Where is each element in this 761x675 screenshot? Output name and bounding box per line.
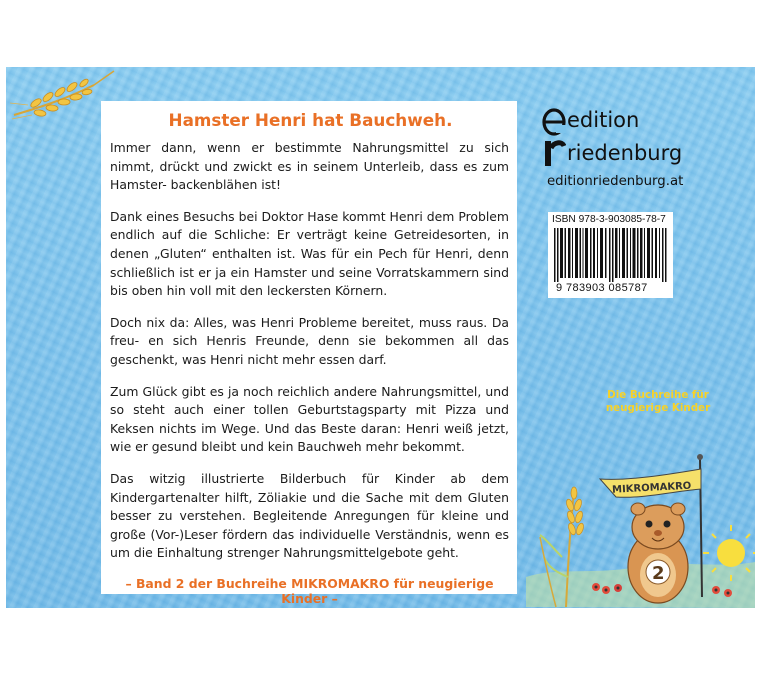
series-tag-line2: neugierige Kinder (605, 402, 711, 414)
publisher-r-icon (542, 138, 566, 168)
publisher-name-line2: riedenburg (567, 141, 683, 165)
publisher-e-icon (542, 107, 566, 137)
blurb-paragraph-5: Das witzig illustrierte Bilderbuch für Kinder ab dem Kindergartenalter hilft, Zöliakie und die Sache mit dem Gluten besser zu verstehen. Begleitende Anregungen für kleine und große (Vor-)Leser fördern das individuelle Verständnis, wenn es um die Einhaltung strenger Nahrungsmittelgebote geht. (110, 470, 509, 561)
publisher-name-line1: edition (567, 108, 640, 132)
barcode-bars (554, 228, 668, 282)
hamster-illustration (526, 407, 755, 608)
blurb-paragraph-4: Zum Glück gibt es ja noch reichlich andere Nahrungsmittel, und so steht auch einer tollen Geburtstagsparty mit Pizza und Keksen nichts im Wege. Und das Beste daran: Henri weiß jetzt, wie er gesund bleibt und kein Bauchweh mehr bekommt. (110, 383, 509, 455)
volume-number: 2 (652, 563, 665, 584)
blurb-panel (101, 101, 517, 606)
headline: Hamster Henri hat Bauchweh. (168, 110, 453, 130)
publisher-logo (542, 105, 712, 201)
isbn-label: ISBN 978-3-903085-78-7 (552, 214, 666, 225)
blurb-paragraph-2: Dank eines Besuchs bei Doktor Hase kommt Henri dem Problem endlich auf die Schliche: Er verträgt keine Getreidesorten, in denen „Gluten“ enthalten ist. Was für ein Pech für Henri, denn schließlich ist er ja ein Hamster und seine Vorratskammern sind bis oben hin voll mit den leckersten Körnern. (110, 208, 509, 299)
book-back-cover (6, 67, 755, 608)
series-tag-line1: Die Buchreihe für (607, 389, 709, 401)
publisher-url: editionriedenburg.at (547, 174, 684, 189)
blurb-paragraph-1: Immer dann, wenn er bestimmte Nahrungsmittel zu sich nimmt, drückt und zwickt es in seinem Unterleib, dass es zum Hamster- backenblähen ist! (110, 140, 509, 193)
isbn-barcode (548, 212, 673, 298)
isbn-digits: 9 783903 085787 (556, 282, 648, 294)
flag-label: MIKROMAKRO (611, 480, 692, 496)
wheat-ear-illustration (6, 67, 116, 147)
blurb-paragraph-3: Doch nix da: Alles, was Henri Probleme bereitet, muss raus. Da freu- en sich Henris Freunde, denn sie bekommen all das geschenkt, was Henri nicht mehr essen darf. (110, 314, 509, 367)
series-tagline: – Band 2 der Buchreihe MIKROMAKRO für neugierige Kinder – (125, 575, 494, 606)
